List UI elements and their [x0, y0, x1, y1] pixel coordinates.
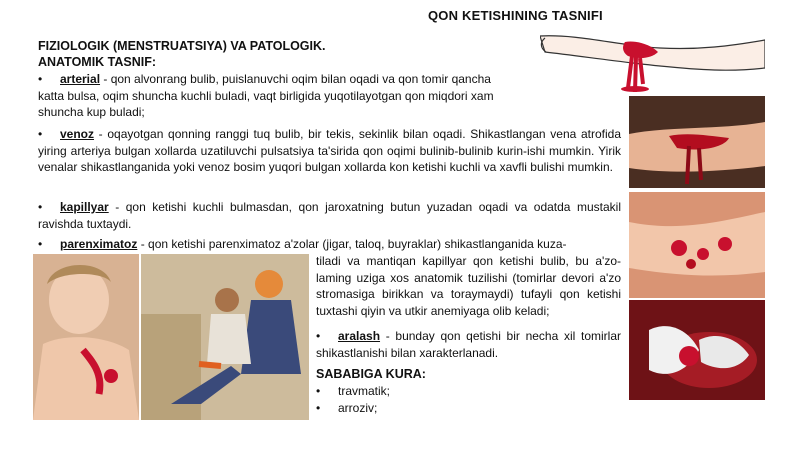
capillary-bleeding-photo — [629, 192, 765, 298]
paragraph-parenximatoz-first: • parenximatoz - qon ketishi parenximatoz a'zolar (jigar, taloq, buyraklar) shikastlanganida kuza- — [38, 237, 567, 251]
heading-anatomical: ANATOMIK TASNIF: — [38, 55, 157, 69]
bullet: • — [38, 72, 43, 86]
heading-by-cause: SABABIGA KURA: — [316, 367, 426, 381]
paragraph-parenximatoz-rest: tiladi va mantiqan kapillyar qon ketishi bulib, bu a'zo-laming uziga xos anatomik tuzilishi (tomirlar devori a'zo stromasiga birikkan va toraymaydi) tufayli qon ketishi tuxtashi qiyin va utkir anemiyaga olib keladi; — [316, 254, 621, 318]
term-arterial: arterial — [60, 72, 101, 86]
paragraph-aralash: • aralash - bunday qon qetishi bir necha xil tomirlar shikastlanishi bilan xarakterlanadi. — [316, 329, 621, 360]
list-item: • travmatik; — [316, 384, 391, 398]
child-bleeding-photo — [33, 254, 139, 420]
venous-bleeding-photo — [629, 96, 765, 188]
term-parenximatoz: parenximatoz — [60, 237, 138, 251]
term-venoz: venoz — [60, 127, 95, 141]
list-item: • arroziv; — [316, 401, 378, 415]
paragraph-arterial: • arterial - qon alvonrang bulib, puislanuvchi oqim bilan oqadi va qon tomir qancha katta bulsa, oqim shuncha kuchli buladi, vaqt birligida yuqotilayotgan qon miqdori xam shuncha kup buladi; — [38, 72, 494, 119]
mixed-bleeding-photo — [629, 300, 765, 400]
term-aralash: aralash — [338, 329, 381, 343]
paragraph-kapillyar: • kapillyar - qon ketishi kuchli bulmasdan, qon jaroxatning butun yuzadan oqadi va odatda mustakil ravishda tuxtaydi. — [38, 200, 621, 231]
term-kapillyar: kapillyar — [60, 200, 109, 214]
arm-bleeding-illustration — [540, 26, 765, 92]
heading-physiological: FIZIOLOGIK (MENSTRUATSIYA) VA PATOLOGIK. — [38, 39, 326, 53]
paragraph-venoz: • venoz - oqayotgan qonning ranggi tuq bulib, bir tekis, sekinlik bilan oqadi. Shikastlangan vena atrofida yiring arteriya bulgan xollarda uzatiluvchi pulsatsiya ta'sirida qon oqimi bulinib-bulinib kurin-ishi mumkin. Yirik venalar shikastlanganida yoki venoz bosim yuqori bulgan xollarda kon ketishi kuchli va xavfli bulishi mumkin. — [38, 127, 621, 174]
first-aid-photo — [141, 254, 309, 420]
slide-title: QON KETISHINING TASNIFI — [428, 8, 603, 23]
